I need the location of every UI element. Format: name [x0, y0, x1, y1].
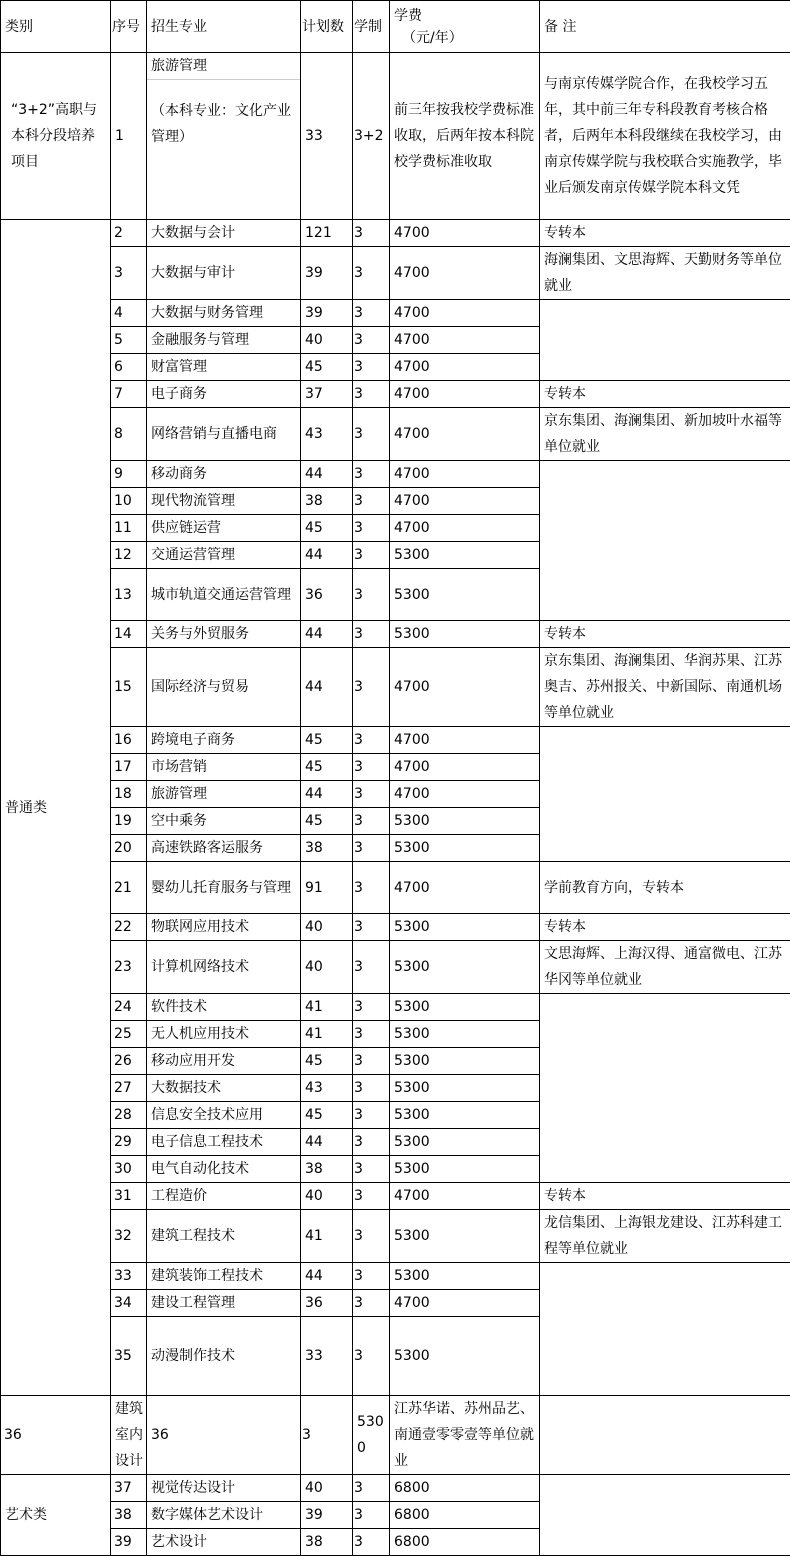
table-row — [1, 994, 790, 1021]
row-fee: 5300 — [390, 1210, 540, 1263]
row-years: 3 — [353, 648, 390, 727]
header-years: 学制 — [353, 1, 390, 53]
row-fee: 4700 — [390, 862, 540, 914]
row-major: 旅游管理 — [147, 781, 301, 808]
row-plan: 43 — [301, 408, 353, 461]
row-major: 现代物流管理 — [147, 488, 301, 515]
row-major: 大数据与财务管理 — [147, 300, 301, 327]
row-years: 3 — [353, 247, 390, 300]
row-major: 空中乘务 — [147, 808, 301, 835]
row-plan: 45 — [301, 515, 353, 542]
row-major: 物联网应用技术 — [147, 914, 301, 941]
row-major: 建设工程管理 — [147, 1290, 301, 1317]
row-years: 3 — [353, 1317, 390, 1396]
row-fee: 5300 — [390, 542, 540, 569]
row-years: 3 — [353, 621, 390, 648]
remark-empty — [540, 1263, 790, 1396]
row-fee: 4700 — [390, 1290, 540, 1317]
row-no: 39 — [111, 1529, 147, 1556]
row-major: 信息安全技术应用 — [147, 1102, 301, 1129]
table-row — [1, 941, 790, 994]
row-fee: 4700 — [390, 461, 540, 488]
row-plan: 45 — [301, 808, 353, 835]
row-no: 37 — [111, 1475, 147, 1502]
row-major: 高速铁路客运服务 — [147, 835, 301, 862]
row-no: 7 — [111, 381, 147, 408]
row-no: 25 — [111, 1021, 147, 1048]
row-fee: 5300 — [390, 941, 540, 994]
row-plan: 37 — [301, 381, 353, 408]
row-major: 婴幼儿托育服务与管理 — [147, 862, 301, 914]
row-no: 32 — [111, 1210, 147, 1263]
row-major: 国际经济与贸易 — [147, 648, 301, 727]
row-remark: 龙信集团、上海银龙建设、江苏科建工程等单位就业 — [540, 1210, 790, 1263]
row-remark: 专转本 — [540, 914, 790, 941]
row-fee: 4700 — [390, 381, 540, 408]
row-years: 3 — [353, 1048, 390, 1075]
row-major: 数字媒体艺术设计 — [147, 1502, 301, 1529]
row-years: 3 — [353, 1475, 390, 1502]
row-plan: 91 — [301, 862, 353, 914]
row-no: 5 — [111, 327, 147, 354]
row-no: 36 — [1, 1396, 111, 1475]
row-no: 3 — [111, 247, 147, 300]
row-years: 3 — [353, 781, 390, 808]
row-no: 9 — [111, 461, 147, 488]
row-major: 移动商务 — [147, 461, 301, 488]
row-no: 19 — [111, 808, 147, 835]
header-row — [1, 1, 790, 53]
row-no: 13 — [111, 569, 147, 621]
row-plan: 44 — [301, 461, 353, 488]
row-years: 3 — [353, 914, 390, 941]
row-plan: 41 — [301, 1021, 353, 1048]
table-row — [1, 862, 790, 914]
row-major: 无人机应用技术 — [147, 1021, 301, 1048]
row-no: 34 — [111, 1290, 147, 1317]
row-years: 3 — [353, 300, 390, 327]
row-plan: 38 — [301, 488, 353, 515]
row-years: 3 — [353, 542, 390, 569]
row-plan: 45 — [301, 727, 353, 754]
row-years: 3 — [353, 1183, 390, 1210]
row-fee: 5300 — [390, 1129, 540, 1156]
remark-empty — [540, 994, 790, 1183]
row-major: 大数据与会计 — [147, 220, 301, 247]
row-plan: 33 — [301, 1317, 353, 1396]
row-fee: 5300 — [353, 1396, 390, 1475]
row-no: 10 — [111, 488, 147, 515]
row-years: 3 — [353, 835, 390, 862]
table-row — [1, 247, 790, 300]
row-years: 3 — [353, 808, 390, 835]
special-major-main: 旅游管理 — [147, 53, 300, 80]
row-fee: 4700 — [390, 354, 540, 381]
row-major: 软件技术 — [147, 994, 301, 1021]
row-fee: 6800 — [390, 1475, 540, 1502]
row-fee: 6800 — [390, 1529, 540, 1556]
row-major: 电气自动化技术 — [147, 1156, 301, 1183]
table-row — [1, 621, 790, 648]
row-years: 3 — [353, 727, 390, 754]
special-plan: 33 — [301, 53, 353, 220]
row-no: 22 — [111, 914, 147, 941]
table-row — [1, 1210, 790, 1263]
row-plan: 38 — [301, 1156, 353, 1183]
row-no: 35 — [111, 1317, 147, 1396]
row-years: 3 — [353, 381, 390, 408]
row-no: 21 — [111, 862, 147, 914]
row-remark: 专转本 — [540, 1183, 790, 1210]
row-no: 23 — [111, 941, 147, 994]
row-fee: 4700 — [390, 327, 540, 354]
remark-empty — [540, 461, 790, 621]
row-no: 6 — [111, 354, 147, 381]
row-fee: 4700 — [390, 754, 540, 781]
row-years: 3 — [353, 1502, 390, 1529]
special-major-sub: （本科专业：文化产业管理） — [147, 80, 300, 150]
row-plan: 44 — [301, 1263, 353, 1290]
remark-empty — [540, 1475, 790, 1556]
row-plan: 40 — [301, 1183, 353, 1210]
row-fee: 5300 — [390, 835, 540, 862]
row-fee: 4700 — [390, 781, 540, 808]
row-fee: 5300 — [390, 1048, 540, 1075]
row-years: 3 — [353, 1075, 390, 1102]
table-row — [1, 220, 790, 247]
row-years: 3 — [353, 488, 390, 515]
row-no: 4 — [111, 300, 147, 327]
row-fee: 5300 — [390, 994, 540, 1021]
row-major: 金融服务与管理 — [147, 327, 301, 354]
row-fee: 4700 — [390, 220, 540, 247]
row-plan: 44 — [301, 621, 353, 648]
row-years: 3 — [353, 1529, 390, 1556]
row-major: 建筑装饰工程技术 — [147, 1263, 301, 1290]
row-no: 29 — [111, 1129, 147, 1156]
row-plan: 41 — [301, 994, 353, 1021]
row-remark: 京东集团、海澜集团、新加坡叶水福等单位就业 — [540, 408, 790, 461]
row-no: 2 — [111, 220, 147, 247]
row-major: 交通运营管理 — [147, 542, 301, 569]
row-plan: 44 — [301, 1129, 353, 1156]
special-category: “3+2”高职与本科分段培养项目 — [1, 53, 111, 220]
row-remark: 京东集团、海澜集团、华润苏果、江苏奥吉、苏州报关、中新国际、南通机场等单位就业 — [540, 648, 790, 727]
table-row — [1, 914, 790, 941]
row-plan: 44 — [301, 542, 353, 569]
row-plan: 40 — [301, 914, 353, 941]
header-plan: 计划数 — [301, 1, 353, 53]
table-row — [1, 648, 790, 727]
row-plan: 39 — [301, 247, 353, 300]
row-remark: 文思海辉、上海汉得、通富微电、江苏华冈等单位就业 — [540, 941, 790, 994]
row-fee: 5300 — [390, 1156, 540, 1183]
row-no: 12 — [111, 542, 147, 569]
row-major: 大数据技术 — [147, 1075, 301, 1102]
row-plan: 39 — [301, 1502, 353, 1529]
row-plan: 36 — [147, 1396, 301, 1475]
row-no: 26 — [111, 1048, 147, 1075]
table-row — [1, 461, 790, 488]
row-years: 3 — [353, 1263, 390, 1290]
row-plan: 38 — [301, 1529, 353, 1556]
row-plan: 43 — [301, 1075, 353, 1102]
category-general: 普通类 — [1, 220, 111, 1396]
row-major: 视觉传达设计 — [147, 1475, 301, 1502]
row-no: 31 — [111, 1183, 147, 1210]
table-row — [1, 381, 790, 408]
row-fee: 5300 — [390, 621, 540, 648]
row-years: 3 — [353, 1290, 390, 1317]
row-remark: 专转本 — [540, 220, 790, 247]
table-row — [1, 408, 790, 461]
special-no: 1 — [111, 53, 147, 220]
row-years: 3 — [353, 327, 390, 354]
row-major: 跨境电子商务 — [147, 727, 301, 754]
row-fee: 5300 — [390, 1102, 540, 1129]
row-years: 3 — [353, 754, 390, 781]
row-no: 17 — [111, 754, 147, 781]
row-fee: 5300 — [390, 1317, 540, 1396]
row-fee: 4700 — [390, 648, 540, 727]
header-major: 招生专业 — [147, 1, 301, 53]
category-art: 艺术类 — [1, 1475, 111, 1556]
row-fee: 5300 — [390, 569, 540, 621]
row-fee: 4700 — [390, 1183, 540, 1210]
row-plan: 40 — [301, 1475, 353, 1502]
row-major: 市场营销 — [147, 754, 301, 781]
row-fee: 6800 — [390, 1502, 540, 1529]
header-fee-line1: 学费 — [394, 5, 537, 27]
header-fee — [390, 1, 540, 53]
row-fee: 4700 — [390, 300, 540, 327]
row-no: 27 — [111, 1075, 147, 1102]
row-years: 3 — [353, 461, 390, 488]
row-no: 33 — [111, 1263, 147, 1290]
row-major: 关务与外贸服务 — [147, 621, 301, 648]
table-row — [1, 727, 790, 754]
row-fee: 5300 — [390, 1021, 540, 1048]
row-no: 30 — [111, 1156, 147, 1183]
header-fee-line2: （元/年） — [394, 27, 537, 49]
row-fee: 4700 — [390, 408, 540, 461]
header-remark: 备 注 — [540, 1, 790, 53]
row-plan: 44 — [301, 648, 353, 727]
row-fee: 5300 — [390, 1075, 540, 1102]
row-plan: 44 — [301, 781, 353, 808]
row-no: 24 — [111, 994, 147, 1021]
table-row — [1, 1183, 790, 1210]
remark-empty — [540, 300, 790, 381]
special-major — [147, 53, 301, 220]
row-major: 计算机网络技术 — [147, 941, 301, 994]
row-no: 11 — [111, 515, 147, 542]
row-years: 3 — [353, 1021, 390, 1048]
row-years: 3 — [353, 941, 390, 994]
row-major: 建筑室内设计 — [111, 1396, 147, 1475]
row-no: 16 — [111, 727, 147, 754]
special-remark: 与南京传媒学院合作，在我校学习五年，其中前三年专科段教育考核合格者，后两年本科段继续在我校学习，由南京传媒学院与我校联合实施教学，毕业后颁发南京传媒学院本科文凭 — [540, 53, 790, 220]
row-no: 28 — [111, 1102, 147, 1129]
row-fee: 4700 — [390, 727, 540, 754]
row-plan: 121 — [301, 220, 353, 247]
table-row — [1, 1263, 790, 1290]
row-years: 3 — [353, 1102, 390, 1129]
remark-empty — [540, 727, 790, 862]
row-plan: 45 — [301, 754, 353, 781]
header-category: 类别 — [1, 1, 111, 53]
row-years: 3 — [353, 994, 390, 1021]
row-plan: 40 — [301, 941, 353, 994]
row-plan: 38 — [301, 835, 353, 862]
special-program-row — [1, 53, 790, 220]
row-no: 18 — [111, 781, 147, 808]
row-years: 3 — [353, 569, 390, 621]
row-no: 38 — [111, 1502, 147, 1529]
row-major: 城市轨道交通运营管理 — [147, 569, 301, 621]
row-fee: 5300 — [390, 914, 540, 941]
special-years: 3+2 — [353, 53, 390, 220]
row-years: 3 — [301, 1396, 353, 1475]
row-major: 财富管理 — [147, 354, 301, 381]
row-years: 3 — [353, 1156, 390, 1183]
row-plan: 45 — [301, 1048, 353, 1075]
row-major: 供应链运营 — [147, 515, 301, 542]
row-plan: 39 — [301, 300, 353, 327]
special-fee: 前三年按我校学费标准收取，后两年按本科院校学费标准收取 — [390, 53, 540, 220]
row-fee: 4700 — [390, 247, 540, 300]
row-fee: 4700 — [390, 515, 540, 542]
table-row — [1, 1475, 790, 1502]
row-no: 15 — [111, 648, 147, 727]
row-years: 3 — [353, 1210, 390, 1263]
row-remark: 学前教育方向，专转本 — [540, 862, 790, 914]
row-plan: 45 — [301, 1102, 353, 1129]
row-years: 3 — [353, 1129, 390, 1156]
row-major: 工程造价 — [147, 1183, 301, 1210]
row-plan: 41 — [301, 1210, 353, 1263]
row-major: 网络营销与直播电商 — [147, 408, 301, 461]
row-plan: 45 — [301, 354, 353, 381]
row-major: 电子信息工程技术 — [147, 1129, 301, 1156]
row-major: 建筑工程技术 — [147, 1210, 301, 1263]
row-remark: 专转本 — [540, 621, 790, 648]
row-no: 20 — [111, 835, 147, 862]
table-row — [1, 1396, 790, 1475]
row-remark: 专转本 — [540, 381, 790, 408]
table-row — [1, 300, 790, 327]
row-years: 3 — [353, 408, 390, 461]
row-no: 8 — [111, 408, 147, 461]
row-plan: 40 — [301, 327, 353, 354]
row-no: 14 — [111, 621, 147, 648]
row-years: 3 — [353, 515, 390, 542]
row-plan: 36 — [301, 569, 353, 621]
row-remark: 海澜集团、文思海辉、天勤财务等单位就业 — [540, 247, 790, 300]
row-major: 移动应用开发 — [147, 1048, 301, 1075]
row-major: 艺术设计 — [147, 1529, 301, 1556]
row-major: 动漫制作技术 — [147, 1317, 301, 1396]
header-no: 序号 — [111, 1, 147, 53]
row-major: 大数据与审计 — [147, 247, 301, 300]
row-years: 3 — [353, 354, 390, 381]
row-fee: 5300 — [390, 1263, 540, 1290]
row-fee: 4700 — [390, 488, 540, 515]
row-fee: 5300 — [390, 808, 540, 835]
row-remark: 江苏华诺、苏州品艺、南通壹零零壹等单位就业 — [390, 1396, 540, 1475]
row-major: 电子商务 — [147, 381, 301, 408]
row-years: 3 — [353, 862, 390, 914]
row-years: 3 — [353, 220, 390, 247]
row-plan: 36 — [301, 1290, 353, 1317]
